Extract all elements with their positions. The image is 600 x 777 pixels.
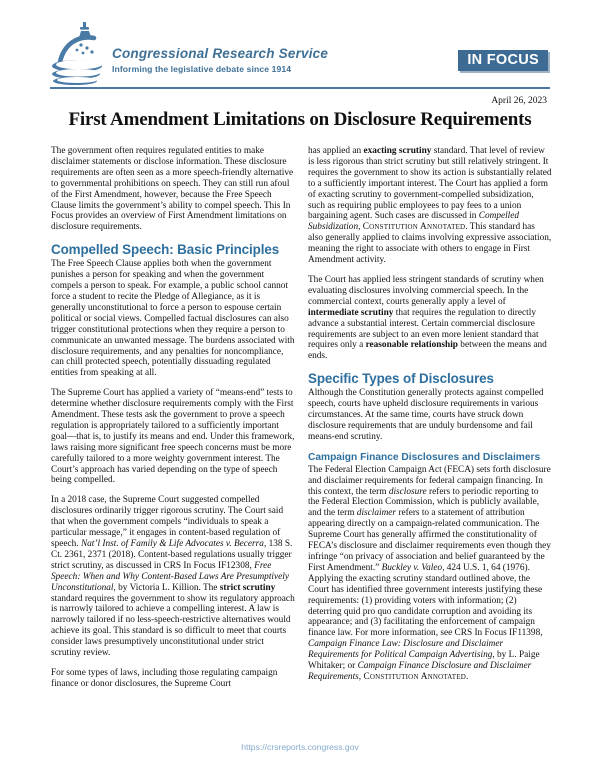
text-run: Buckley v. Valeo xyxy=(381,562,443,573)
body-paragraph xyxy=(51,146,296,233)
text-run: The Supreme Court has applied a variety of “means-end” tests to determine whether disclosure requirements comply with the First Amendment. These tests ask the government to prove a speech regulation is appropriately tailored to a sufficiently important goal—that is, to justify its means and end. Under this framework, laws raising more significant free speech concerns must be more carefully tailored to a more weighty government interest. The Court’s approach has varied depending on the type of speech being compelled. xyxy=(51,388,295,486)
column-right xyxy=(308,146,552,738)
header-rule xyxy=(50,87,550,89)
body-paragraph xyxy=(51,495,296,659)
text-run: Constitution Annotated xyxy=(363,671,466,682)
body-paragraph xyxy=(308,465,552,683)
text-run: The Court has applied less stringent standards of scrutiny when evaluating disclosures involving commercial speech. In the commercial context, courts generally apply a level of xyxy=(308,274,544,307)
text-run: , by L. Paige Whitaker; or xyxy=(308,650,540,672)
text-run: reasonable relationship xyxy=(365,340,458,351)
text-run: Campaign Finance Law: Disclosure and Disclaimer Requirements for Political Campaign Advertising xyxy=(308,639,504,661)
text-run: , by Victoria L. Killion. The xyxy=(113,582,220,593)
text-run: , 424 U.S. 1, 64 (1976). Applying the exacting scrutiny standard outlined above, the Court has identified three government interests justifying these requirements: (1) providing voters with information; (2) deterring quid pro quo candidate corruption and avoiding its appearance; and (3) facilitating the enforcement of campaign finance law. For more information, see CRS In Focus IF11398, xyxy=(308,562,543,639)
text-run: disclosure xyxy=(388,486,427,497)
text-run: Free Speech: When and Why Content-Based Laws Are Presumptively Unconstitutional xyxy=(51,560,289,593)
text-run: The government often requires regulated entities to make disclaimer statements or disclose information. These disclosure requirements are often seen as a more speech-friendly alternative to governmental prohibitions on speech. They can still run afoul of the First Amendment, however, because the Free Speech Clause limits the government’s ability to compel speech. This In Focus provides an overview of First Amendment limitations on disclosure requirements. xyxy=(51,146,294,233)
text-run: exacting scrutiny xyxy=(363,146,432,156)
text-run: The Free Speech Clause applies both when the government punishes a person for speaking and when the government compels a person to speak. For example, a public school cannot force a student to recite the Pledge of Allegiance, as it is generally unconstitutional to force a person to espouse certain political or social views. Compelled factual disclosures can also trigger constitutional protections when they require a person to communicate an unwanted message. The burdens associated with disclosure requirements, and any penalties for noncompliance, can chill protected speech, potentially dissuading regulated entities from speaking at all. xyxy=(51,259,295,379)
crs-brand-block xyxy=(112,46,328,74)
body-paragraph xyxy=(51,388,296,486)
section-heading: Specific Types of Disclosures xyxy=(308,371,494,387)
text-run: strict scrutiny xyxy=(219,582,276,593)
text-run: . This standard has also generally applied to claims involving expressive association, meaning the right to associate with others to engage in First Amendment activity. xyxy=(308,222,552,266)
text-run: The Federal Election Campaign Act (FECA) sets forth disclosure and disclaimer requirements for federal campaign financing. In this context, the term xyxy=(308,464,551,497)
sub-section-heading: Campaign Finance Disclosures and Disclaimers xyxy=(308,451,541,463)
text-run: standard requires the government to show its regulatory approach is narrowly tailored to achieve a compelling interest. A law is narrowly tailored if no less-speech-restrictive alternatives would achieve its goal. This standard is so difficult to meet that courts consider laws presumptively unconstitutional under strict scrutiny review. xyxy=(51,593,295,659)
in-focus-badge: IN FOCUS xyxy=(458,50,548,71)
text-run: , 138 S. Ct. 2361, 2371 (2018). Content-based regulations usually trigger strict scrutiny, as discussed in CRS In Focus IF12308, xyxy=(51,539,293,571)
capitol-dome-icon xyxy=(50,22,112,86)
document-date: April 26, 2023 xyxy=(491,96,547,106)
text-run: disclaimer xyxy=(356,508,397,519)
text-run: Compelled Subsidization xyxy=(308,211,520,233)
body-paragraph xyxy=(308,146,552,266)
section-heading: Compelled Speech: Basic Principles xyxy=(51,242,280,258)
text-run: , xyxy=(358,671,364,682)
body-paragraph xyxy=(51,259,296,379)
text-run: that requires the regulation to directly advance a substantial interest. Certain commercial disclosure requirements are subject to an even more lenient standard that requires only a xyxy=(308,307,539,351)
text-run: has applied an xyxy=(308,146,364,156)
org-tagline: Informing the legislative debate since 1914 xyxy=(112,64,292,74)
column-left xyxy=(51,146,296,738)
org-name: Congressional Research Service xyxy=(112,46,329,61)
text-run: Campaign Finance Disclosure and Disclaimer Requirements xyxy=(308,661,532,682)
text-run: Nat’l Inst. of Family & Life Advocates v. Becerra xyxy=(80,539,264,549)
text-run: refers to periodic reporting to the Federal Election Commission, which is publicly available, and the term xyxy=(308,486,540,519)
text-run: , xyxy=(358,222,363,233)
footer xyxy=(0,742,600,752)
text-run: In a 2018 case, the Supreme Court suggested compelled disclosures ordinarily trigger rigorous scrutiny. The Court said that when the government compels “individuals to speak a particular message,” it engages in content-based regulation of speech. xyxy=(51,495,284,549)
text-run: For some types of laws, including those regulating campaign finance or donor disclosures, the Supreme Court xyxy=(51,667,278,689)
text-run: refers to a statement of attribution appearing directly on a campaign-related communication. The Supreme Court has generally affirmed the constitutionality of FECA’s disclosure and disclaimer requirements even though they infringe “on privacy of association and belief guaranteed by the First Amendment.” xyxy=(308,508,551,573)
body-paragraph xyxy=(308,388,552,443)
text-run: standard. That level of review is less rigorous than strict scrutiny but still relatively stringent. It requires the government to show its action is substantially related to a sufficiently important interest. The Court has applied a form of exacting scrutiny to government-compelled subsidization, such as requiring public employees to pay fees to a union bargaining agent. Such cases are discussed in xyxy=(308,146,552,222)
text-run: between the means and ends. xyxy=(308,340,547,362)
page-title: First Amendment Limitations on Disclosure Requirements xyxy=(68,109,532,130)
footer-url-link[interactable]: https://crsreports.congress.gov xyxy=(241,742,359,752)
body-paragraph xyxy=(308,275,552,362)
text-run: . xyxy=(466,671,469,682)
text-run: Although the Constitution generally protects against compelled speech, courts have upheld disclosure requirements in various circumstances. At the same time, courts have struck down disclosure requirements that are unduly burdensome and fail means-end scrutiny. xyxy=(308,388,544,442)
text-run: Constitution Annotated xyxy=(362,222,466,233)
text-run: intermediate scrutiny xyxy=(308,307,394,318)
body-paragraph xyxy=(51,668,296,690)
